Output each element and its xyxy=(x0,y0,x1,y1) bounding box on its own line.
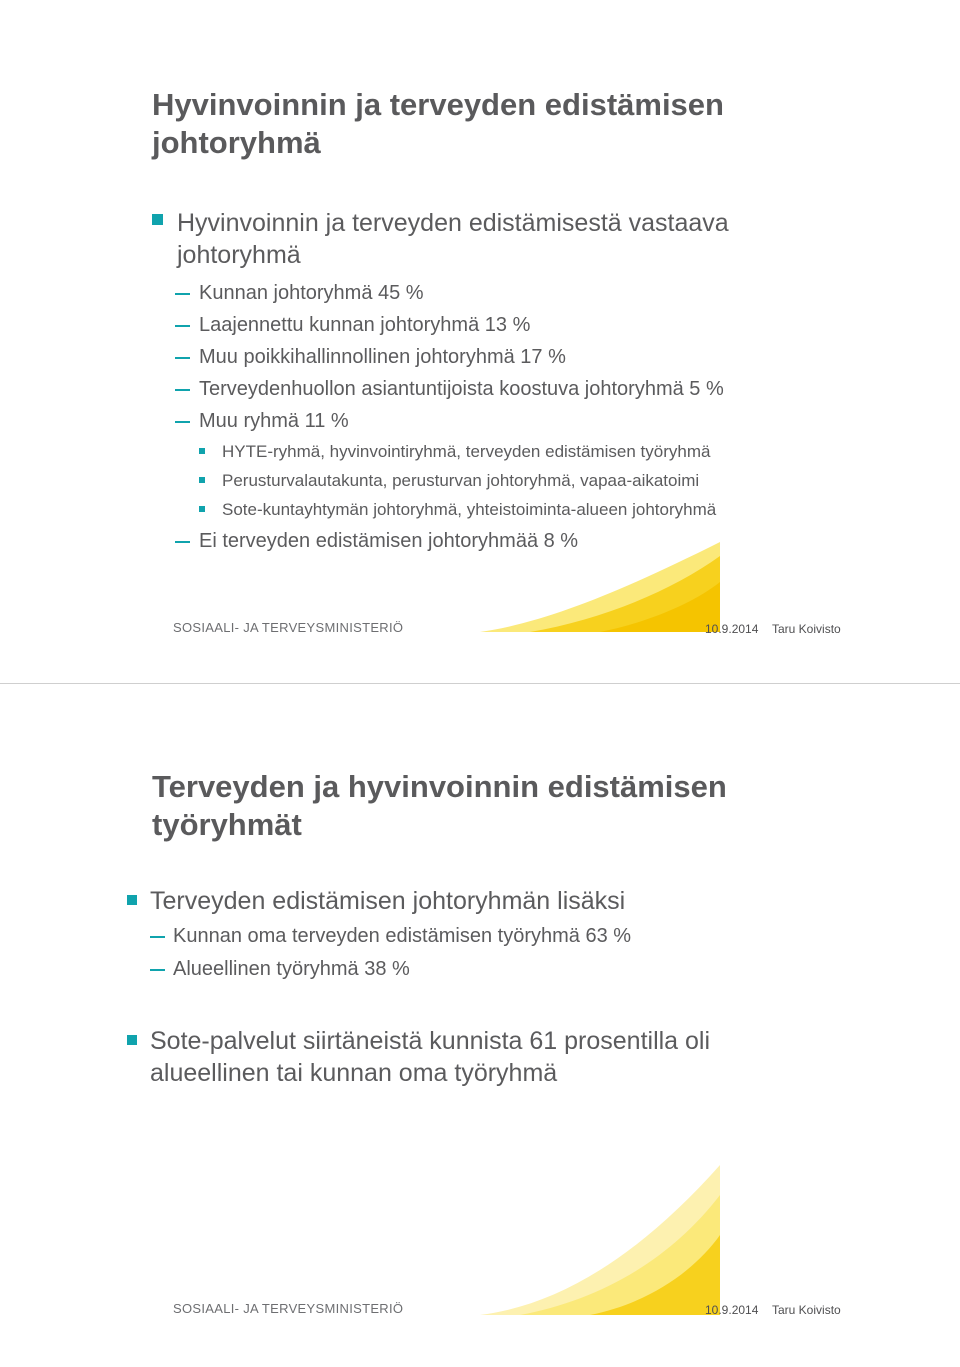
bullet-2-line-2: alueellinen tai kunnan oma työryhmä xyxy=(150,1059,558,1087)
sub-sub-item: Perusturvalautakunta, perusturvan johtoryhmä, vapaa-aikatoimi xyxy=(222,471,700,490)
sub-item: Muu ryhmä 11 % xyxy=(199,410,349,432)
ministry-logo: SOSIAALI- JA TERVEYSMINISTERIÖ xyxy=(173,620,404,635)
yellow-wave-icon xyxy=(480,542,720,632)
bullet-1-sub-item: Alueellinen työryhmä 38 % xyxy=(173,958,410,980)
small-square-bullet-icon xyxy=(199,448,205,454)
small-square-bullet-icon xyxy=(199,506,205,512)
square-bullet-icon xyxy=(127,1035,137,1045)
dash-bullet-icon xyxy=(175,541,190,543)
sub-item: Terveydenhuollon asiantuntijoista koostuva johtoryhmä 5 % xyxy=(199,378,724,400)
sub-item: Laajennettu kunnan johtoryhmä 13 % xyxy=(199,314,531,336)
bullet-2 xyxy=(150,1025,710,1089)
dash-bullet-icon xyxy=(175,293,190,295)
slide-1-title-line-2: johtoryhmä xyxy=(152,125,321,160)
dash-bullet-icon xyxy=(175,421,190,423)
sub-sub-item: HYTE-ryhmä, hyvinvointiryhmä, terveyden edistämisen työryhmä xyxy=(222,442,711,461)
footer-date: 10.9.2014 xyxy=(705,622,759,636)
footer-author: Taru Koivisto xyxy=(772,622,841,636)
slide-2 xyxy=(0,689,960,1367)
footer-author: Taru Koivisto xyxy=(772,1303,841,1317)
sub-item: Kunnan johtoryhmä 45 % xyxy=(199,282,424,304)
square-bullet-icon xyxy=(127,895,137,905)
ministry-logo: SOSIAALI- JA TERVEYSMINISTERIÖ xyxy=(173,1301,404,1316)
main-bullet xyxy=(177,207,729,271)
bullet-2-line-1: Sote-palvelut siirtäneistä kunnista 61 prosentilla oli xyxy=(150,1027,711,1055)
footer-date: 10.9.2014 xyxy=(705,1303,759,1317)
dash-bullet-icon xyxy=(150,969,165,971)
dash-bullet-icon xyxy=(175,389,190,391)
dash-bullet-icon xyxy=(150,936,165,938)
sub-item: Muu poikkihallinnollinen johtoryhmä 17 % xyxy=(199,346,566,368)
square-bullet-icon xyxy=(152,214,163,225)
slide-2-title-line-1: Terveyden ja hyvinvoinnin edistämisen xyxy=(152,769,727,804)
bullet-1: Terveyden edistämisen johtoryhmän lisäksi xyxy=(150,887,626,915)
small-square-bullet-icon xyxy=(199,477,205,483)
slide-1-title xyxy=(152,86,724,162)
slide-1-title-line-1: Hyvinvoinnin ja terveyden edistämisen xyxy=(152,87,724,122)
slide-1 xyxy=(0,0,960,678)
yellow-wave-icon xyxy=(480,1165,720,1315)
main-bullet-line-1: Hyvinvoinnin ja terveyden edistämisestä vastaava xyxy=(177,209,729,237)
dash-bullet-icon xyxy=(175,357,190,359)
bullet-1-sub-item: Kunnan oma terveyden edistämisen työryhmä 63 % xyxy=(173,925,632,947)
dash-bullet-icon xyxy=(175,325,190,327)
slide-2-title xyxy=(152,768,727,844)
slide-divider xyxy=(0,683,960,684)
main-bullet-line-2: johtoryhmä xyxy=(177,241,301,269)
sub-sub-item: Sote-kuntayhtymän johtoryhmä, yhteistoiminta-alueen johtoryhmä xyxy=(222,500,717,519)
sub-item-last: Ei terveyden edistämisen johtoryhmää 8 % xyxy=(199,530,579,552)
slide-2-title-line-2: työryhmät xyxy=(152,807,302,842)
